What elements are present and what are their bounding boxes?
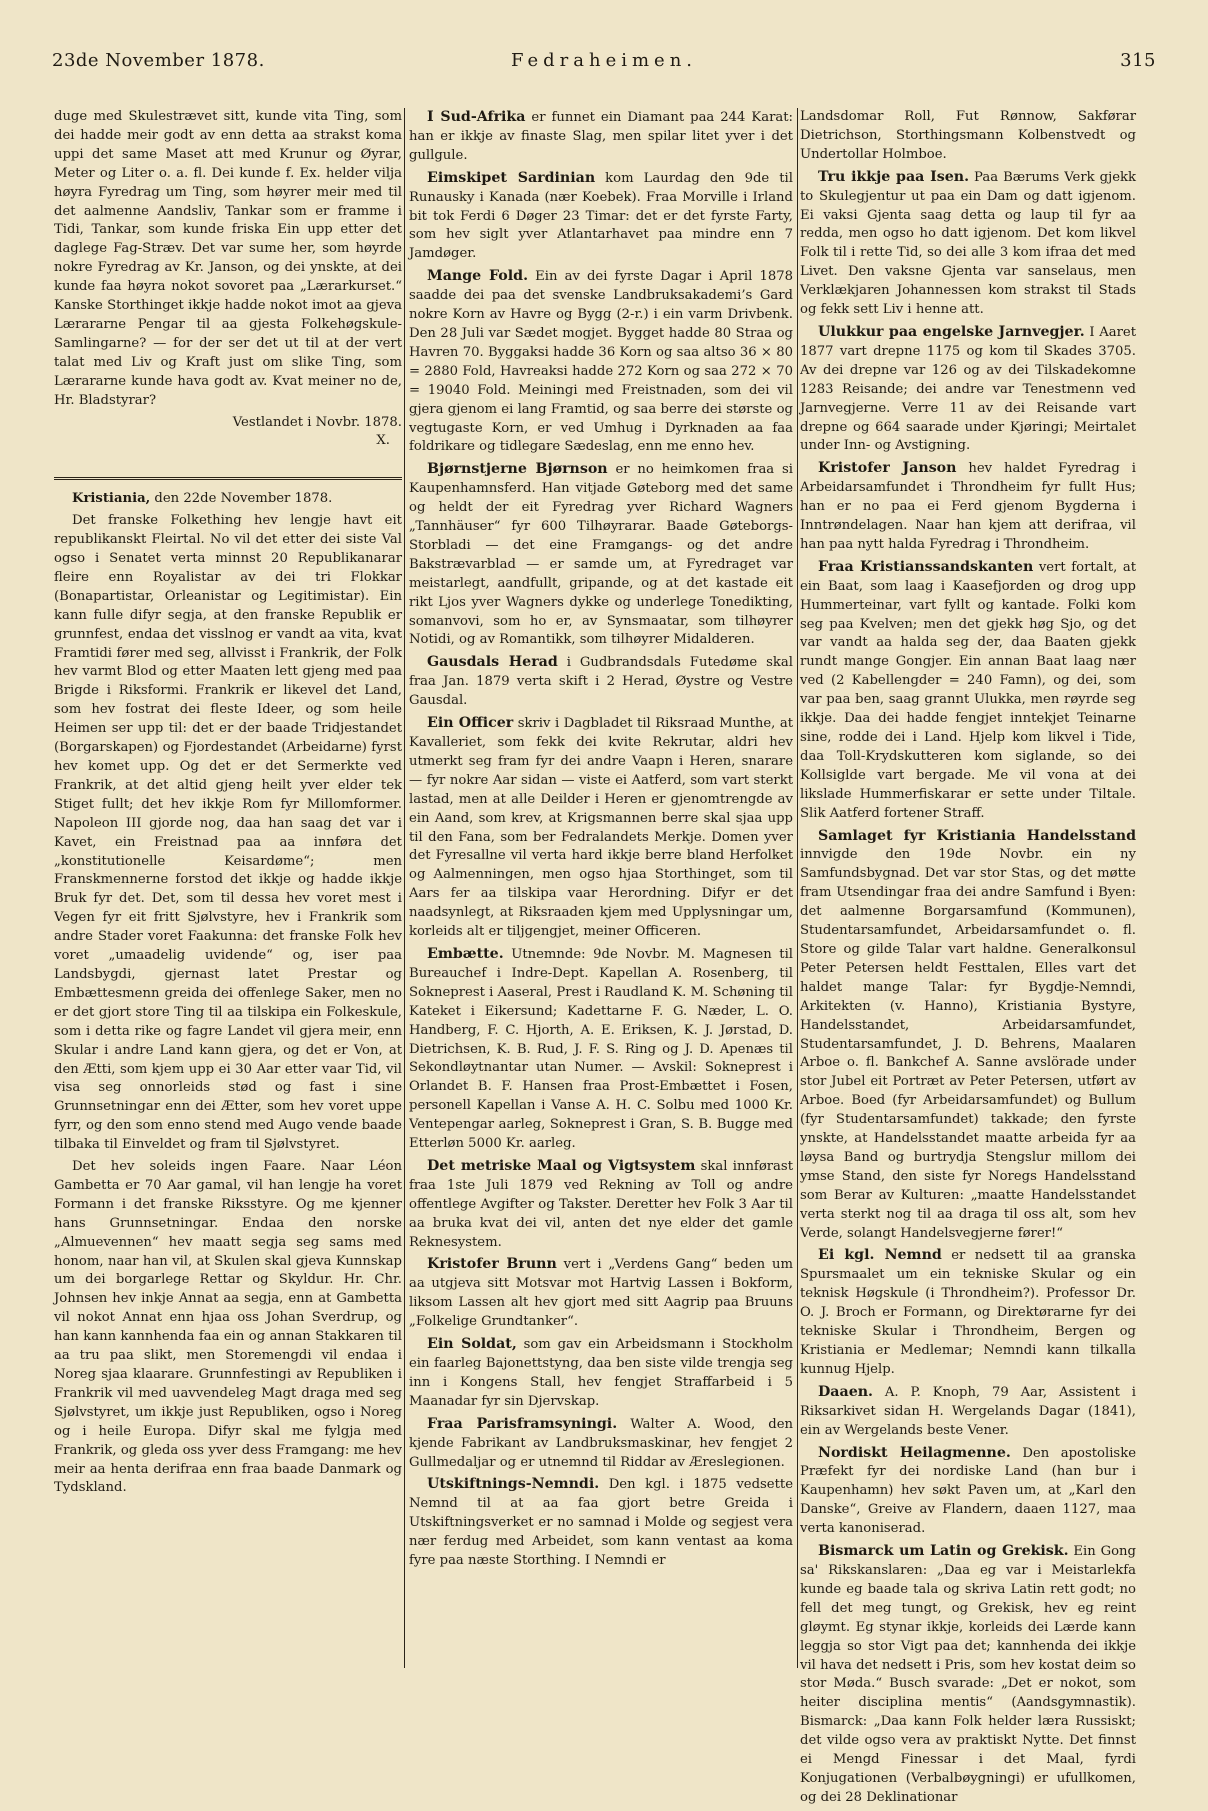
news-text: Utnemnde: 9de Novbr. M. Magnesen til Bureauchef i Indre-Dept. Kapellan A. Rosenberg, til Sokneprest i Aaseral, Prest i Raudland K. M. Schøning til Kateket i Eikersund; Kadettarne F. G. Næder, L. O. Handberg, F. C. Hjorth, A. E. Eriksen, K. J. Jørstad, D. Dietrichsen, K. B. Rud, J. F. S. Ring og J. D. Apenæs til Sekondløytnantar utan Numer. — Avskil: Sokneprest i Orlandet B. F. Hansen fraa Prost-Embættet i Fosen, personell Kapellan i Vanse A. H. C. Solbu med 1000 Kr. Ventepengar aarleg, Sokneprest i Gran, S. B. Bugge med Etterløn 5000 Kr. aarleg. xyxy=(409,946,793,1152)
news-headline: Samlaget fyr Kristiania Handelsstand xyxy=(818,827,1136,844)
news-text: hev haldet Fyredrag i Arbeidarsamfundet i Throndheim fyr fullt Hus; han er no paa ei Ferd gjenom Bygderna i Inntrøndelagen. Naar han kjem att derifraa, vil han paa nytt halda Fyredrag i Throndheim. xyxy=(800,461,1136,552)
header-date: 23de November 1878. xyxy=(52,50,265,71)
news-headline: Kristofer Brunn xyxy=(427,1256,557,1273)
news-headline: Utskiftnings-Nemndi. xyxy=(427,1476,600,1493)
news-item xyxy=(409,653,793,711)
news-item xyxy=(409,945,793,1154)
news-item xyxy=(800,558,1136,824)
news-text: er funnet ein Diamant paa 244 Karat: han er ikkje av finaste Slag, men spilar litet yver i det gullgule. xyxy=(409,110,793,163)
dateline-head: Kristiania, xyxy=(72,491,151,507)
news-item xyxy=(800,168,1136,320)
news-text: er no heimkomen fraa si Kaupenhamnsferd. Han vitjade Gøteborg med det same og heldt der eit Fyredrag yver Richard Wagners „Tannhäuser“ fyr 600 Tilhøyrarar. Baade Gøteborgs-Storbladi — det eine Framgangs- og det andre Bakstrævarblad — er samde um, at Fyredraget var meistarlegt, aandfullt, gripande, og at det kastade eit rikt Ljos yver Wagners dykke og underlege Tonedikting, somanvovi, som ho er, av Synsmaatar, som tilhøyrer Notidi, og av Romantikk, som tilhøyrer Midalderen. xyxy=(409,462,793,648)
news-text: i Gudbrandsdals Futedøme skal fraa Jan. 1879 verta skift i 2 Herad, Øystre og Vestre Gausdal. xyxy=(409,655,793,709)
page-number: 315 xyxy=(1120,50,1156,71)
news-item xyxy=(409,1415,793,1473)
news-item xyxy=(800,1542,1136,1808)
news-headline: I Sud-Afrika xyxy=(427,109,526,125)
news-headline: Fraa Parisframsyningi. xyxy=(427,1415,618,1432)
news-headline: Daaen. xyxy=(818,1383,873,1400)
news-headline: Det metriske Maal og Vigtsystem xyxy=(427,1157,696,1174)
news-item xyxy=(800,827,1136,1244)
news-item xyxy=(409,1335,793,1412)
news-text: I Aaret 1877 vart drepne 1175 og kom til Skades 3705. Av dei drepne var 126 og av dei Tilskadekomne 1283 Reisande; dei andre var Tenestmenn ved Jarnvegjerne. Verre 11 av dei Reisande vart drepne og 664 saarade under Kjøringi; Meirtalet under Inn- og Avstigning. xyxy=(800,324,1136,454)
news-headline: Fraa Kristianssandskanten xyxy=(818,558,1034,575)
news-text: innvigde den 19de Novbr. ein ny Samfundsbygnad. Det var stor Stas, og det møtte fram Utsendingar fraa dei andre Samfund i Byen: det aalmenne Borgarsamfund (Kommunen), Studentarsamfundet, Arbeidarsamfundet o. fl. Store og gilde Talar vart haldne. Generalkonsul Peter Petersen heldt Festtalen, Elles vart det haldet mange Talar: fyr Bygdje-Nemndi, Arkitekten (v. Hanno), Kristiania Bystyre, Handelsstandet, Arbeidarsamfundet, Studentarsamfundet, J. D. Behrens, Maalaren Arboe o. fl. Bankchef A. Sanne avslörade under stor Jubel eit Portræt av Peter Petersen, utført av Arboe. Boed (fyr Arbeidarsamfundet) og Bullum (fyr Studentarsamfundet) takkade; den fyrste ynskte, at Handelsstandet maatte arbeida fyr aa løysa Band og burtrydja Stengslur millom dei ymse Stand, den siste fyr Noregs Handelsstand som Berar av Kulturen: „maatte Handelsstandet verta sterkt nog til aa draga til oss alt, som hev Verde, solangt Handelsvegjerne fører!“ xyxy=(800,847,1136,1241)
news-headline: Ulukkur paa engelske Jarnvegjer. xyxy=(818,323,1085,340)
news-item xyxy=(800,323,1136,456)
article-paragraph: duge med Skulestrævet sitt, kunde vita Ting, som dei hadde meir godt av enn detta aa strakst koma uppi det same Maset att med Krunur og Øyrar, Meter og Liter o. a. fl. Dei kunde f. Ex. helder vilja høyra Fyredrag um Ting, som høyrer meir med til det aalmenne Aandsliv, Tankar som er framme i Tidi, Tankar, som kunde friska Ein upp etter det daglege Fag-Stræv. Det var sume her, som høyrde nokre Fyredrag av Kr. Janson, og dei ynskte, at dei kunde faa høyra nokot sovoret paa „Lærarkurset.“ Kanske Storthinget ikkje hadde nokot imot aa gjeva Lærararne Pengar til aa gjesta Folkehøgskule-Samlingarne? — for der ser det ut til at der vert talat med Liv og Kraft just om slike Ting, som Lærararne kunde hava godt av. Kvat meiner no de, Hr. Bladstyrar? xyxy=(54,109,402,408)
news-headline: Ei kgl. Nemnd xyxy=(818,1247,942,1264)
news-text: vert i „Verdens Gang“ beden um aa utgjeva sitt Motsvar mot Hartvig Lassen i Bokform, liksom Lassen alt hev gjort med sitt Aagrip paa Bruuns „Folkelige Grundtanker“. xyxy=(409,1257,794,1330)
signature-place: Vestlandet i Novbr. 1878. xyxy=(232,414,402,430)
column-1 xyxy=(54,108,402,1501)
column-divider xyxy=(404,108,405,1668)
news-item xyxy=(800,459,1136,555)
news-item xyxy=(409,1475,793,1571)
news-headline: Tru ikkje paa Isen. xyxy=(818,168,970,185)
news-headline: Ein Soldat, xyxy=(427,1336,517,1353)
page-header xyxy=(52,50,1156,78)
news-text: vert fortalt, at ein Baat, som laag i Kaasefjorden og drog upp Hummerteinar, vart fyllt og kantade. Folki kom seg paa Kvelven; men det gjekk høg Sjo, og det var vandt aa halda seg der, daa Baaten gjekk rundt mange Gongjer. Ein annan Baat laag nær ved (2 Kabellengder = 240 Famn), og dei, som var paa ben, saag grannt Ulukka, men røyrde seg ikkje. Daa dei hadde fengjet inntekjet Teinarne sine, rodde dei i Land. Hjelp kom likvel i Tide, daa Toll-Krydskutteren kom siglande, so dei Kollsiglde vart bergade. Me vil vona at dei likslade Hummerfiskarar er sette under Tiltale. Slik Aatferd fortener Straff. xyxy=(800,559,1136,821)
news-item xyxy=(409,460,793,650)
signature-letter: X. xyxy=(376,433,390,449)
news-item xyxy=(800,1246,1136,1379)
article-paragraph: Det franske Folkething hev lengje havt eit republikanskt Fleirtal. No vil det etter dei siste Val ogso i Senatet verta minnst 20 Republikanarar fleire enn Royalistar av dei tri Flokkar (Bonapartistar, Orleanistar og Legitimistar). Ein kann fulle difyr segja, at den franske Republik er grunnfest, endaa det visslnog er vandt aa vita, kvat Framtidi fører med seg, allvisst i Frankrik, der Folk hev varmt Blod og etter Maaten lett gjeng med paa Brigde i Riksformi. Frankrik er likevel det Land, som hev fostrat dei fleste Ideer, og som heile Heimen ser upp til: det er der baade Tridjestandet (Borgarskapen) og Fjordestandet (Arbeidarne) fyrst hev komet upp. Og det er det Sermerkte ved Frankrik, at det altid gjeng heilt yver elder tek Stiget fullt; det hev ikkje Rom fyr Millomformer. Napoleon III gjorde nog, daa han saag det var i Kavet, ein Freistnad paa aa innføra det „konstitutionelle Keisardøme“; men Franskmennerne forstod det ikkje og hadde ikkje Bruk fyr det. Det, som til dessa hev voret mest i Vegen fyr eit fritt Sjølvstyre, hev i Frankrik som andre Stader voret Faakunna: det franske Folk hev voret „umaadelig uvidende“ og, iser paa Landsbygdi, gjernast latet Prestar og Embættesmenn greida dei offenlege Saker, men no er det gjort store Ting til aa tilskipa ein Folkeskule, som i detta rike og fagre Landet vil gjera meir, enn Skular i andre Land kann gjera, og det er Von, at den Ætti, som kjem upp ei 30 Aar etter vaar Tid, vil visa seg onnorleids stød og fast i sine Grunnsetningar enn dei Ætter, som hev voret uppe fyrr, og den som enno stend med Augo vende baade tilbaka til Einveldet og fram til Sjølvstyret. xyxy=(54,513,402,1153)
news-item xyxy=(409,169,793,265)
news-headline: Embætte. xyxy=(427,945,504,962)
news-text: Den kgl. i 1875 vedsette Nemnd til at aa faa gjort betre Greida i Utskiftningsverket er no samnad i Molde og segjest vera nær ferdug med Arbeidet, som kann ventast aa koma fyre paa næste Storthing. I Nemndi er xyxy=(409,1477,793,1569)
news-item xyxy=(409,108,793,166)
news-item xyxy=(800,1444,1136,1540)
news-headline: Bismarck um Latin og Grekisk. xyxy=(818,1543,1069,1560)
dateline xyxy=(54,490,402,509)
section-divider xyxy=(54,477,402,480)
news-text: kom Laurdag den 9de til Runausky i Kanada (nær Koebek). Fraa Morville i Irland bit tok Ferdi 6 Døger 23 Timar: det er det fyrste Farty, som hev siglt yver Atlantarhavet paa mindre enn 7 Jamdøger. xyxy=(409,170,793,262)
news-text: Ein Gong sa' Rikskanslaren: „Daa eg var i Meistarlekfa kunde eg baade tala og skriva Latin rett godt; no fell det meg tungt, og Grekisk, hev eg reint gløymt. Eg stynar ikkje, korleids dei Lærde kann leggja so stor Vigt paa det; kannhenda dei ikkje vil hava det nedsett i Pris, som hev kostat deim so stor Møda.“ Busch svarade: „Det er nokot, som heiter disciplina mentis“ (Aandsgymnastik). Bismarck: „Daa kann Folk helder læra Russiskt; det vilde ogso vera av praktiskt Nytte. Det finnst ei Mengd Finessar i det Maal, fyrdi Konjugationen (Verbalbøygningi) er ufullkomen, og dei 28 Deklinationar xyxy=(800,1544,1136,1805)
dateline-rest: den 22de November 1878. xyxy=(150,491,333,507)
news-text: Den apostoliske Præfekt fyr dei nordiske Land (han bur i Kaupenhamn) hev søkt Paven um, at „Karl den Danske“, Greive av Flandern, daaen 1127, maa verta kanoniserad. xyxy=(800,1445,1136,1537)
news-headline: Eimskipet Sardinian xyxy=(427,169,596,186)
news-headline: Mange Fold. xyxy=(427,268,529,285)
news-text: Ein av dei fyrste Dagar i April 1878 saadde dei paa det svenske Landbruksakademi’s Gard nokre Korn av Havre og Bygg (2-r.) i ein varm Drivbenk. Den 28 Juli var Sædet mogjet. Bygget hadde 80 Straa og Havren 70. Byggaksi hadde 36 Korn og saa altso 36 × 80 = 2880 Fold, Havreaksi hadde 272 Korn og saa 272 × 70 = 19040 Fold. Meiningi med Freistnaden, som dei vil gjera gjenom ei lang Framtid, og saa berre dei største og vegtugaste Korn, er ved Umhug i Dyrknaden aa faa foldrikare og tidlegare Sædeslag, enn me enno hev. xyxy=(409,269,794,455)
news-text: Landsdomar Roll, Fut Rønnow, Sakførar Dietrichson, Storthingsmann Kolbenstvedt og Undertollar Holmboe. xyxy=(800,109,1136,162)
news-item xyxy=(800,1383,1136,1441)
news-text: A. P. Knoph, 79 Aar, Assistent i Riksarkivet sidan H. Wergelands Dagar (1841), ein av Wergelands beste Vener. xyxy=(800,1384,1136,1438)
news-text: Paa Bærums Verk gjekk to Skulegjentur ut paa ein Dam og datt igjenom. Ei vaksi Gjenta saag detta og laup til fyr aa redda, men ogso ho datt igjenom. Det kom likvel Folk til i rette Tid, so dei alle 3 kom ifraa det med Livet. Den vaksne Gjenta var sanselaus, men Verklækjaren Johannessen kom strakst til Stads og fekk sett Liv i henne att. xyxy=(800,169,1136,318)
news-text: er nedsett til aa granska Spursmaalet um ein tekniske Skular og ein teknisk Høgskule (i Throndheim?). Professor Dr. O. J. Broch er Formann, og Direktørarne fyr dei tekniske Skular i Throndheim, Bergen og Kristiania er Medlemar; Nemndi kann tilkalla kunnug Hjelp. xyxy=(800,1248,1136,1377)
column-2 xyxy=(409,108,793,1574)
news-item xyxy=(409,714,793,942)
article-paragraph: Det hev soleids ingen Faare. Naar Léon Gambetta er 70 Aar gamal, vil han lengje ha voret Formann i det franske Riksstyre. Og me kjenner hans Grunnsetningar. Endaa den norske „Almuevennen“ hev maatt segja seg sams med honom, naar han vil, at Skulen skal gjeva Kunnskap um dei borgarlege Rettar og Skyldur. Hr. Chr. Johnsen hev inkje Annat aa segja, enn at Gambetta vil nokot Annat enn hjaa oss Johan Sverdrup, og han kann kannhenda faa ein og annan Stakkaren til aa tru paa slikt, men Storemengdi vil endaa i Noreg sjaa klaarare. Grunnfestingi av Republiken i Frankrik vil med uavvendeleg Magt draga med seg Sjølvstyret, um ikkje just Republiken, ogso i Noreg og i heile Europa. Difyr skal me fylgja med Frankrik, og gleda oss yver dess Framgang: me hev meir aa henta derifraa enn fraa baade Danmark og Tydskland. xyxy=(54,1159,402,1496)
news-text: skal innførast fraa 1ste Juli 1879 ved Rekning av Toll og andre offentlege Avgifter og Takster. Deretter hev Folk 3 Aar til aa bruka kvat dei vil, anten det nye elder det gamle Reknesystem. xyxy=(409,1158,793,1250)
column-divider xyxy=(797,108,798,1668)
news-text: som gav ein Arbeidsmann i Stockholm ein faarleg Bajonettstyng, daa ben siste vilde trengja seg inn i Kongens Stall, hev fengjet Straffarbeid i 5 Maanadar fyr sin Djervskap. xyxy=(409,1337,793,1409)
news-headline: Kristofer Janson xyxy=(818,460,957,477)
column-3 xyxy=(800,108,1136,1811)
news-text: skriv i Dagbladet til Riksraad Munthe, at Kavalleriet, som fekk dei kvite Rekrutar, aldri hev utmerkt seg fram fyr dei andre Vaapn i Heren, snarare — fyr nokre Aar sidan — viste ei Aatferd, som vart sterkt lastad, men at alle Deilder i Heren er gjenomtrengde av ein Aand, som krev, at Krigsmannen berre skal sjaa upp til den Fana, som ber Fedralandets Merkje. Domen yver det Fyresallne vil verta hard ikkje berre bland Herfolket og Aalmenningen, men ogso hjaa Storthinget, som til Aars fer aa tilskipa vaar Herordning. Difyr er det naadsynlegt, at Riksraaden kjem med Upplysningar um, korleids alt er tiljgengjet, meiner Officeren. xyxy=(409,716,793,940)
news-text: Walter A. Wood, den kjende Fabrikant av Landbruksmaskinar, hev fengjet 2 Gullmedaljar og er utnemnd til Riddar av Æreslegionen. xyxy=(409,1416,793,1470)
news-headline: Gausdals Herad xyxy=(427,654,558,671)
news-headline: Nordiskt Heilagmenne. xyxy=(818,1444,1011,1461)
header-title: Fedraheimen. xyxy=(510,50,698,71)
news-item xyxy=(409,1255,793,1332)
news-headline: Ein Officer xyxy=(427,715,514,732)
news-item xyxy=(409,1157,793,1253)
news-headline: Bjørnstjerne Bjørnson xyxy=(427,461,608,478)
news-item xyxy=(409,267,793,457)
